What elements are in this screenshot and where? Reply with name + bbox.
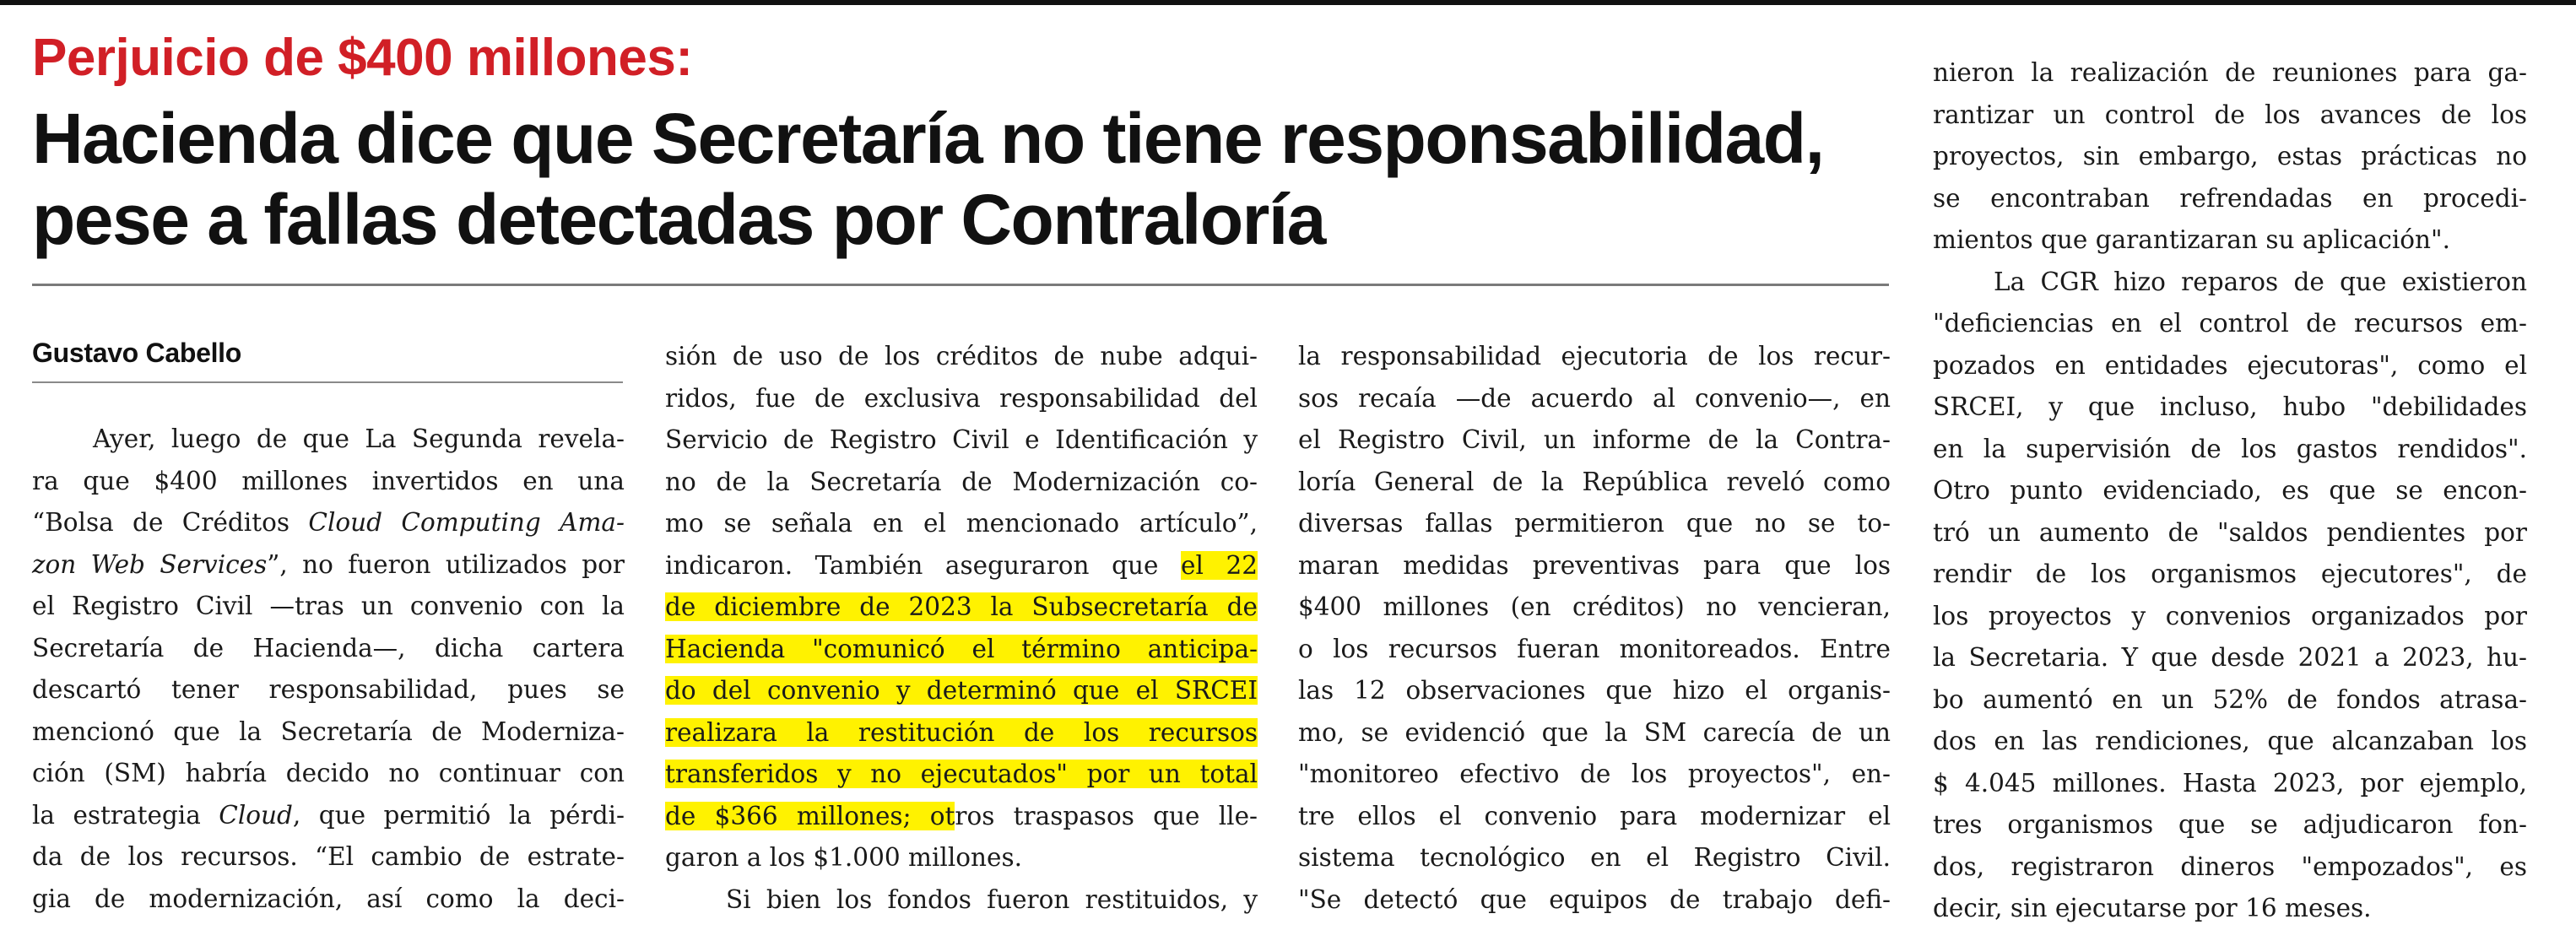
text-line: tró un aumento de "saldos pendientes por bbox=[1933, 517, 2527, 547]
text-line: las 12 observaciones que hizo el organis- bbox=[1298, 676, 1891, 705]
text-line: $400 millones (en créditos) no vencieran, bbox=[1298, 592, 1891, 621]
text-line: "deficiencias en el control de recursos em- bbox=[1933, 309, 2527, 338]
text-line: ra que $400 millones invertidos en una bbox=[32, 466, 625, 495]
article-column-3 bbox=[1298, 336, 1891, 921]
text-line: dos en las rendiciones, que alcanzaban los bbox=[1933, 727, 2527, 755]
highlighted-text: el 22 bbox=[1181, 550, 1258, 580]
text-line: Otro punto evidenciado, es que se encon- bbox=[1933, 476, 2527, 505]
text-line: sión de uso de los créditos de nube adqui- bbox=[665, 342, 1258, 370]
headline-divider bbox=[32, 284, 1889, 286]
highlighted-text: de diciembre de 2023 la Subsecretaría de bbox=[665, 592, 1258, 621]
text-line bbox=[665, 754, 1258, 796]
text-line: Servicio de Registro Civil e Identificación y bbox=[665, 425, 1258, 454]
text-line: los proyectos y convenios organizados por bbox=[1933, 601, 2527, 630]
text-line bbox=[665, 587, 1258, 629]
text-line: o los recursos fueran monitoreados. Entre bbox=[1298, 634, 1891, 663]
text-line: tre ellos el convenio para modernizar el bbox=[1298, 801, 1891, 830]
text-line: "Se detectó que equipos de trabajo defi- bbox=[1298, 884, 1891, 914]
text-line: la responsabilidad ejecutoria de los recur- bbox=[1298, 342, 1891, 370]
highlighted-text: do del convenio y determinó que el SRCEI bbox=[665, 676, 1258, 705]
text-line: da de los recursos. “El cambio de estrate- bbox=[32, 842, 625, 871]
highlighted-text: transferidos y no ejecutados" por un total bbox=[665, 760, 1258, 788]
text-line: nieron la realización de reuniones para ga- bbox=[1933, 58, 2527, 87]
text-line: Secretaría de Hacienda—, dicha cartera bbox=[32, 633, 625, 662]
text-line: descartó tener responsabilidad, pues se bbox=[32, 675, 625, 704]
highlighted-text: realizara la restitución de los recursos bbox=[665, 717, 1258, 747]
text-line: rantizar un control de los avances de los bbox=[1933, 100, 2527, 129]
text-line: loría General de la República reveló como bbox=[1298, 467, 1891, 496]
text-line: en la supervisión de los gastos rendidos". bbox=[1933, 434, 2527, 463]
article-column-2 bbox=[665, 336, 1258, 921]
text-line: rendir de los organismos ejecutores", de bbox=[1933, 560, 2527, 588]
text-line bbox=[665, 712, 1258, 754]
text-line: zon Web Services”, no fueron utilizados por bbox=[32, 549, 625, 579]
text-line: no de la Secretaría de Modernización co- bbox=[665, 467, 1258, 496]
highlighted-text: Hacienda "comunicó el término anticipa- bbox=[665, 634, 1258, 663]
text-line: ción (SM) habría decido no continuar con bbox=[32, 759, 625, 787]
text-line: sos recaía —de acuerdo al convenio—, en bbox=[1298, 383, 1891, 413]
text-line: mo se señala en el mencionado artículo”, bbox=[665, 509, 1258, 538]
text-line: Si bien los fondos fueron restituidos, y bbox=[726, 884, 1258, 914]
byline: Gustavo Cabello bbox=[32, 338, 242, 368]
article-column-4 bbox=[1933, 52, 2527, 930]
headline-line-1: Hacienda dice que Secretaría no tiene responsabilidad, bbox=[32, 99, 1824, 178]
text-line: “Bolsa de Créditos Cloud Computing Ama- bbox=[32, 508, 625, 537]
text-line: dos, registraron dineros "empozados", es bbox=[1933, 852, 2527, 881]
text-line: mo, se evidenció que la SM carecía de un bbox=[1298, 717, 1891, 747]
text-line: gia de modernización, así como la deci- bbox=[32, 884, 625, 913]
text-line: "monitoreo efectivo de los proyectos", en- bbox=[1298, 760, 1891, 788]
text-line: la estrategia Cloud, que permitió la pérdi- bbox=[32, 800, 625, 830]
text-line bbox=[665, 670, 1258, 712]
text-line: La CGR hizo reparos de que existieron bbox=[1994, 267, 2527, 296]
text-line bbox=[665, 629, 1258, 671]
text-line: mencionó que la Secretaría de Moderniza- bbox=[32, 716, 625, 746]
article-column-1 bbox=[32, 419, 625, 920]
text-line: la Secretaria. Y que desde 2021 a 2023, hu- bbox=[1933, 643, 2527, 672]
text-line: indicaron. También aseguraron que el 22 bbox=[665, 550, 1258, 580]
text-line: el Registro Civil, un informe de la Contra- bbox=[1298, 425, 1891, 454]
text-line: maran medidas preventivas para que los bbox=[1298, 550, 1891, 580]
byline-divider bbox=[32, 381, 623, 383]
text-line: proyectos, sin embargo, estas prácticas no bbox=[1933, 142, 2527, 170]
text-line: bo aumentó en un 52% de fondos atrasa- bbox=[1933, 684, 2527, 714]
text-line: sistema tecnológico en el Registro Civil. bbox=[1298, 843, 1891, 872]
text-line: $ 4.045 millones. Hasta 2023, por ejemplo, bbox=[1933, 768, 2527, 798]
top-rule bbox=[0, 0, 2576, 5]
text-line: garon a los $1.000 millones. bbox=[665, 843, 1022, 872]
text-line: mientos que garantizaran su aplicación". bbox=[1933, 225, 2450, 254]
text-line: pozados en entidades ejecutoras", como el bbox=[1933, 350, 2527, 380]
text-line: SRCEI, y que incluso, hubo "debilidades bbox=[1933, 392, 2527, 421]
text-line: el Registro Civil —tras un convenio con la bbox=[32, 592, 625, 620]
headline bbox=[32, 98, 1906, 260]
text-line: se encontraban refrendadas en procedi- bbox=[1933, 183, 2527, 213]
text-line: ridos, fue de exclusiva responsabilidad del bbox=[665, 383, 1258, 413]
highlighted-text: de $366 millones; ot bbox=[665, 801, 955, 830]
kicker: Perjuicio de $400 millones: bbox=[32, 29, 693, 87]
text-line: Ayer, luego de que La Segunda revela- bbox=[93, 424, 625, 453]
text-line: tres organismos que se adjudicaron fon- bbox=[1933, 810, 2527, 839]
text-line: diversas fallas permitieron que no se to- bbox=[1298, 509, 1891, 538]
text-line: de $366 millones; otros traspasos que lle- bbox=[665, 801, 1258, 830]
text-line: decir, sin ejecutarse por 16 meses. bbox=[1933, 894, 2372, 922]
headline-line-2: pese a fallas detectadas por Contraloría bbox=[32, 180, 1325, 259]
